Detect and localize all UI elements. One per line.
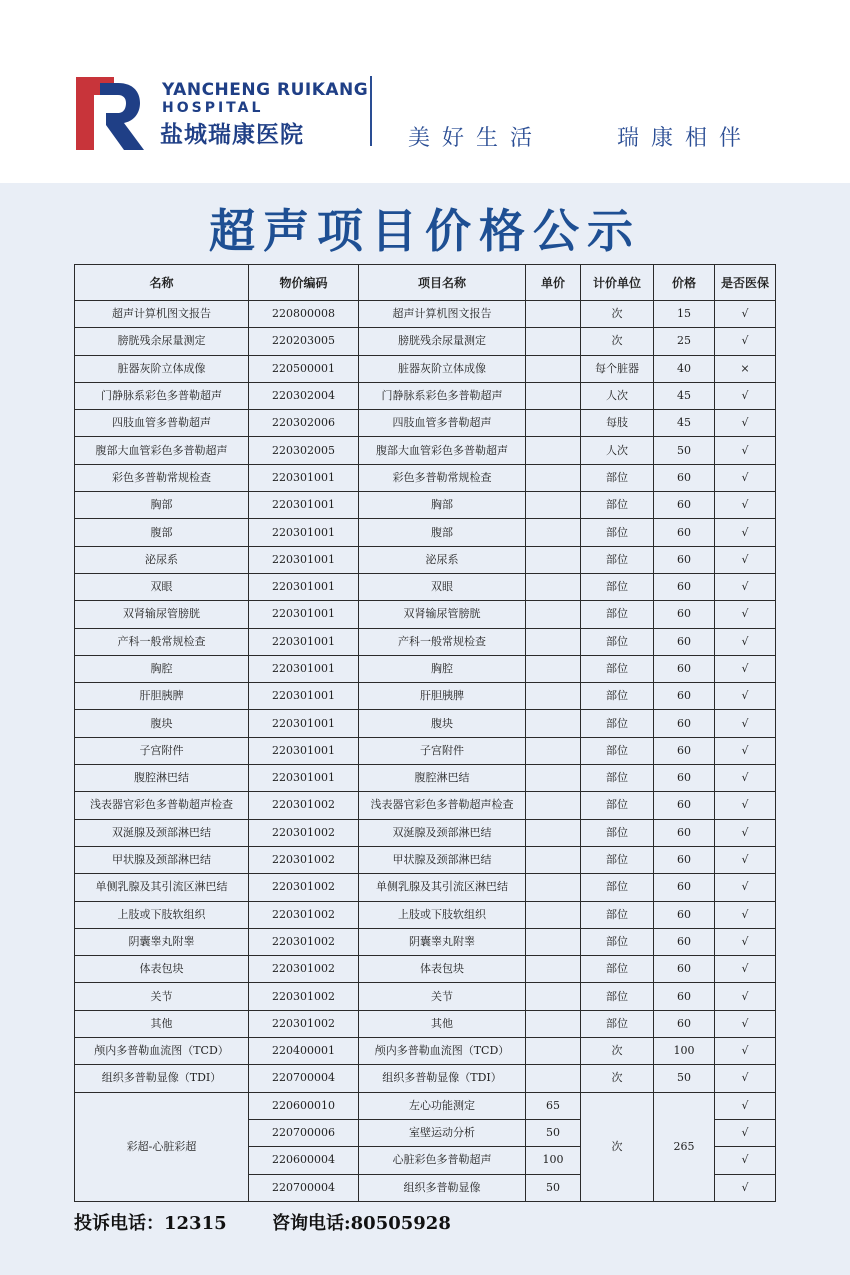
cell-unit-price — [526, 683, 581, 710]
cell-unit-price — [526, 355, 581, 382]
cell-item: 颅内多普勒血流图（TCD） — [359, 1038, 526, 1065]
cell-price: 45 — [654, 410, 715, 437]
cell-name: 关节 — [75, 983, 249, 1010]
cell-insured: √ — [715, 792, 776, 819]
cell-insured: √ — [715, 874, 776, 901]
cell-name: 腹腔淋巴结 — [75, 765, 249, 792]
cell-unit: 部位 — [581, 519, 654, 546]
cell-price: 40 — [654, 355, 715, 382]
cell-unit: 每肢 — [581, 410, 654, 437]
cell-insured: √ — [715, 492, 776, 519]
table-row — [75, 737, 776, 764]
cell-unit: 次 — [581, 328, 654, 355]
cell-unit-price: 50 — [526, 1174, 581, 1201]
cell-unit-price — [526, 765, 581, 792]
cell-name: 双涎腺及颈部淋巴结 — [75, 819, 249, 846]
cell-name: 门静脉系彩色多普勒超声 — [75, 382, 249, 409]
table-row — [75, 1038, 776, 1065]
cell-code: 220203005 — [249, 328, 359, 355]
cell-price: 60 — [654, 874, 715, 901]
cell-code: 220500001 — [249, 355, 359, 382]
cell-unit-price — [526, 737, 581, 764]
cell-code: 220302006 — [249, 410, 359, 437]
cell-insured: √ — [715, 1038, 776, 1065]
cell-insured: √ — [715, 655, 776, 682]
cell-code: 220301001 — [249, 765, 359, 792]
cell-item: 腹部 — [359, 519, 526, 546]
cell-item: 胸部 — [359, 492, 526, 519]
cell-unit: 部位 — [581, 901, 654, 928]
cell-unit: 部位 — [581, 819, 654, 846]
header-item: 项目名称 — [359, 265, 526, 301]
cell-insured: √ — [715, 737, 776, 764]
cell-unit: 部位 — [581, 737, 654, 764]
cell-price: 60 — [654, 901, 715, 928]
cell-unit: 部位 — [581, 956, 654, 983]
cell-insured: √ — [715, 983, 776, 1010]
cell-unit: 部位 — [581, 874, 654, 901]
cell-code: 220301001 — [249, 573, 359, 600]
cell-insured: √ — [715, 546, 776, 573]
cell-code: 220301001 — [249, 628, 359, 655]
cell-insured: √ — [715, 628, 776, 655]
cell-code: 220301002 — [249, 956, 359, 983]
cell-code: 220301002 — [249, 901, 359, 928]
cell-unit-price — [526, 1065, 581, 1092]
cell-price: 60 — [654, 928, 715, 955]
cell-code: 220700004 — [249, 1174, 359, 1201]
cell-unit: 每个脏器 — [581, 355, 654, 382]
cell-name: 超声计算机图文报告 — [75, 301, 249, 328]
cell-unit-price — [526, 328, 581, 355]
cell-name: 腹部大血管彩色多普勒超声 — [75, 437, 249, 464]
cell-item: 双眼 — [359, 573, 526, 600]
cell-price: 25 — [654, 328, 715, 355]
table-row — [75, 710, 776, 737]
cell-item: 其他 — [359, 1010, 526, 1037]
cell-item: 超声计算机图文报告 — [359, 301, 526, 328]
cell-code: 220301001 — [249, 710, 359, 737]
cell-name: 胸腔 — [75, 655, 249, 682]
cell-code: 220301001 — [249, 546, 359, 573]
cell-price: 60 — [654, 846, 715, 873]
table-header-row — [75, 265, 776, 301]
cell-code: 220301001 — [249, 683, 359, 710]
cell-item: 左心功能测定 — [359, 1092, 526, 1119]
cell-insured: √ — [715, 765, 776, 792]
cell-name: 产科一般常规检查 — [75, 628, 249, 655]
cell-price: 60 — [654, 464, 715, 491]
table-row — [75, 573, 776, 600]
table-row — [75, 819, 776, 846]
cell-unit-price: 65 — [526, 1092, 581, 1119]
table-row — [75, 901, 776, 928]
cell-insured: √ — [715, 683, 776, 710]
cell-name: 浅表器官彩色多普勒超声检查 — [75, 792, 249, 819]
cell-unit-price — [526, 573, 581, 600]
cell-code: 220700004 — [249, 1065, 359, 1092]
header-insured: 是否医保 — [715, 265, 776, 301]
cell-insured: √ — [715, 1010, 776, 1037]
cell-unit: 部位 — [581, 765, 654, 792]
cell-item: 关节 — [359, 983, 526, 1010]
table-row — [75, 301, 776, 328]
cell-name: 脏器灰阶立体成像 — [75, 355, 249, 382]
cell-price: 60 — [654, 792, 715, 819]
cell-group-name: 彩超-心脏彩超 — [75, 1092, 249, 1201]
cell-unit: 部位 — [581, 710, 654, 737]
cell-code: 220301001 — [249, 464, 359, 491]
cell-unit: 次 — [581, 1065, 654, 1092]
cell-code: 220600004 — [249, 1147, 359, 1174]
cell-code: 220301002 — [249, 819, 359, 846]
cell-item: 组织多普勒显像 — [359, 1174, 526, 1201]
cell-price: 60 — [654, 492, 715, 519]
table-row — [75, 519, 776, 546]
consult-phone: 咨询电话:80505928 — [272, 1213, 451, 1234]
table-row — [75, 1065, 776, 1092]
cell-unit-price — [526, 983, 581, 1010]
cell-insured: √ — [715, 710, 776, 737]
cell-insured: √ — [715, 519, 776, 546]
complaint-phone: 投诉电话：12315 — [74, 1213, 227, 1234]
brand-name-en-line1: YANCHENG RUIKANG — [162, 80, 369, 100]
header-price: 价格 — [654, 265, 715, 301]
cell-code: 220301001 — [249, 655, 359, 682]
cell-insured: √ — [715, 928, 776, 955]
cell-item: 脏器灰阶立体成像 — [359, 355, 526, 382]
cell-unit-price — [526, 819, 581, 846]
cell-code: 220600010 — [249, 1092, 359, 1119]
cell-name: 彩色多普勒常规检查 — [75, 464, 249, 491]
cell-name: 体表包块 — [75, 956, 249, 983]
cell-item: 心脏彩色多普勒超声 — [359, 1147, 526, 1174]
cell-name: 其他 — [75, 1010, 249, 1037]
cell-code: 220301002 — [249, 846, 359, 873]
table-row — [75, 628, 776, 655]
cell-unit: 部位 — [581, 655, 654, 682]
cell-insured: √ — [715, 956, 776, 983]
cell-price: 60 — [654, 573, 715, 600]
table-row — [75, 328, 776, 355]
cell-unit-price — [526, 301, 581, 328]
cell-name: 单侧乳腺及其引流区淋巴结 — [75, 874, 249, 901]
cell-unit-price — [526, 901, 581, 928]
cell-unit-price — [526, 464, 581, 491]
cell-code: 220301001 — [249, 519, 359, 546]
cell-group-unit: 次 — [581, 1092, 654, 1201]
cell-insured: √ — [715, 901, 776, 928]
cell-name: 颅内多普勒血流图（TCD） — [75, 1038, 249, 1065]
cell-unit: 次 — [581, 1038, 654, 1065]
table-row — [75, 1092, 776, 1119]
cell-unit: 次 — [581, 301, 654, 328]
cell-name: 甲状腺及颈部淋巴结 — [75, 846, 249, 873]
cell-unit-price — [526, 519, 581, 546]
cell-insured: × — [715, 355, 776, 382]
cell-name: 膀胱残余尿量测定 — [75, 328, 249, 355]
table-row — [75, 492, 776, 519]
cell-item: 甲状腺及颈部淋巴结 — [359, 846, 526, 873]
cell-insured: √ — [715, 1119, 776, 1146]
cell-price: 60 — [654, 655, 715, 682]
cell-unit: 部位 — [581, 683, 654, 710]
cell-unit-price — [526, 792, 581, 819]
cell-insured: √ — [715, 410, 776, 437]
cell-item: 室壁运动分析 — [359, 1119, 526, 1146]
cell-name: 腹块 — [75, 710, 249, 737]
table-body — [75, 301, 776, 1202]
cell-code: 220301002 — [249, 1010, 359, 1037]
cell-unit-price: 100 — [526, 1147, 581, 1174]
cell-insured: √ — [715, 1092, 776, 1119]
cell-unit: 部位 — [581, 601, 654, 628]
cell-item: 阴囊睾丸附睾 — [359, 928, 526, 955]
cell-insured: √ — [715, 1065, 776, 1092]
cell-unit: 部位 — [581, 492, 654, 519]
table-row — [75, 410, 776, 437]
cell-unit-price — [526, 437, 581, 464]
cell-code: 220700006 — [249, 1119, 359, 1146]
table-row — [75, 928, 776, 955]
cell-name: 胸部 — [75, 492, 249, 519]
cell-unit-price — [526, 846, 581, 873]
price-table — [74, 264, 776, 1202]
cell-item: 腹部大血管彩色多普勒超声 — [359, 437, 526, 464]
cell-unit-price — [526, 928, 581, 955]
cell-code: 220301001 — [249, 601, 359, 628]
cell-insured: √ — [715, 846, 776, 873]
cell-code: 220301002 — [249, 792, 359, 819]
cell-unit: 部位 — [581, 846, 654, 873]
header-unit-price: 单价 — [526, 265, 581, 301]
cell-unit: 人次 — [581, 382, 654, 409]
cell-item: 肝胆胰脾 — [359, 683, 526, 710]
cell-item: 上肢或下肢软组织 — [359, 901, 526, 928]
slogan-part1: 美好生活 — [408, 126, 545, 151]
cell-name: 腹部 — [75, 519, 249, 546]
cell-insured: √ — [715, 1174, 776, 1201]
cell-item: 浅表器官彩色多普勒超声检查 — [359, 792, 526, 819]
table-row — [75, 792, 776, 819]
cell-insured: √ — [715, 301, 776, 328]
cell-price: 60 — [654, 710, 715, 737]
cell-code: 220301001 — [249, 492, 359, 519]
table-row — [75, 437, 776, 464]
cell-price: 50 — [654, 437, 715, 464]
slogan-part2: 瑞康相伴 — [617, 126, 754, 151]
page-title: 超声项目价格公示 — [209, 204, 641, 258]
cell-unit-price — [526, 492, 581, 519]
cell-unit: 部位 — [581, 928, 654, 955]
cell-unit-price — [526, 874, 581, 901]
cell-item: 门静脉系彩色多普勒超声 — [359, 382, 526, 409]
cell-unit-price — [526, 628, 581, 655]
cell-unit: 部位 — [581, 546, 654, 573]
table-row — [75, 956, 776, 983]
cell-unit: 人次 — [581, 437, 654, 464]
cell-name: 双肾输尿管膀胱 — [75, 601, 249, 628]
cell-item: 组织多普勒显像（TDI） — [359, 1065, 526, 1092]
table-row — [75, 655, 776, 682]
cell-price: 60 — [654, 956, 715, 983]
cell-price: 60 — [654, 1010, 715, 1037]
cell-item: 膀胱残余尿量测定 — [359, 328, 526, 355]
cell-code: 220800008 — [249, 301, 359, 328]
table-row — [75, 1010, 776, 1037]
cell-code: 220302004 — [249, 382, 359, 409]
cell-item: 双肾输尿管膀胱 — [359, 601, 526, 628]
cell-item: 双涎腺及颈部淋巴结 — [359, 819, 526, 846]
cell-code: 220400001 — [249, 1038, 359, 1065]
cell-unit: 部位 — [581, 1010, 654, 1037]
cell-price: 60 — [654, 601, 715, 628]
cell-item: 胸腔 — [359, 655, 526, 682]
cell-price: 100 — [654, 1038, 715, 1065]
table-row — [75, 355, 776, 382]
table-row — [75, 846, 776, 873]
cell-unit-price — [526, 601, 581, 628]
cell-code: 220301002 — [249, 928, 359, 955]
cell-name: 阴囊睾丸附睾 — [75, 928, 249, 955]
cell-unit: 部位 — [581, 983, 654, 1010]
cell-insured: √ — [715, 437, 776, 464]
cell-unit: 部位 — [581, 792, 654, 819]
cell-name: 子宫附件 — [75, 737, 249, 764]
table-row — [75, 382, 776, 409]
cell-unit-price — [526, 655, 581, 682]
cell-insured: √ — [715, 573, 776, 600]
cell-unit-price — [526, 956, 581, 983]
table-row — [75, 983, 776, 1010]
cell-price: 60 — [654, 519, 715, 546]
table-row — [75, 683, 776, 710]
cell-price: 60 — [654, 737, 715, 764]
cell-insured: √ — [715, 601, 776, 628]
cell-unit-price: 50 — [526, 1119, 581, 1146]
cell-price: 60 — [654, 765, 715, 792]
cell-name: 双眼 — [75, 573, 249, 600]
cell-unit: 部位 — [581, 628, 654, 655]
cell-price: 45 — [654, 382, 715, 409]
cell-item: 腹腔淋巴结 — [359, 765, 526, 792]
header-code: 物价编码 — [249, 265, 359, 301]
cell-price: 60 — [654, 819, 715, 846]
header-unit: 计价单位 — [581, 265, 654, 301]
cell-item: 四肢血管多普勒超声 — [359, 410, 526, 437]
table-row — [75, 464, 776, 491]
cell-price: 60 — [654, 628, 715, 655]
cell-unit-price — [526, 410, 581, 437]
cell-item: 彩色多普勒常规检查 — [359, 464, 526, 491]
header-divider — [370, 76, 372, 146]
cell-insured: √ — [715, 1147, 776, 1174]
cell-unit-price — [526, 1038, 581, 1065]
cell-code: 220301001 — [249, 737, 359, 764]
brand-name-cn: 盐城瑞康医院 — [160, 122, 304, 148]
cell-name: 肝胆胰脾 — [75, 683, 249, 710]
cell-insured: √ — [715, 819, 776, 846]
cell-code: 220301002 — [249, 874, 359, 901]
cell-item: 泌尿系 — [359, 546, 526, 573]
cell-unit-price — [526, 1010, 581, 1037]
cell-name: 上肢或下肢软组织 — [75, 901, 249, 928]
cell-insured: √ — [715, 464, 776, 491]
cell-item: 产科一般常规检查 — [359, 628, 526, 655]
cell-item: 单侧乳腺及其引流区淋巴结 — [359, 874, 526, 901]
cell-code: 220302005 — [249, 437, 359, 464]
cell-item: 子宫附件 — [359, 737, 526, 764]
cell-item: 腹块 — [359, 710, 526, 737]
cell-insured: √ — [715, 382, 776, 409]
cell-unit-price — [526, 546, 581, 573]
table-row — [75, 765, 776, 792]
cell-item: 体表包块 — [359, 956, 526, 983]
header — [0, 0, 850, 183]
header-name: 名称 — [75, 265, 249, 301]
table-row — [75, 874, 776, 901]
table-row — [75, 546, 776, 573]
hospital-logo-icon — [76, 75, 146, 150]
cell-group-price: 265 — [654, 1092, 715, 1201]
cell-price: 15 — [654, 301, 715, 328]
brand-name-en-line2: HOSPITAL — [162, 100, 264, 116]
cell-name: 四肢血管多普勒超声 — [75, 410, 249, 437]
cell-unit-price — [526, 382, 581, 409]
cell-price: 60 — [654, 683, 715, 710]
cell-price: 60 — [654, 546, 715, 573]
cell-price: 50 — [654, 1065, 715, 1092]
table-row — [75, 601, 776, 628]
cell-name: 组织多普勒显像（TDI） — [75, 1065, 249, 1092]
cell-unit: 部位 — [581, 464, 654, 491]
cell-name: 泌尿系 — [75, 546, 249, 573]
cell-insured: √ — [715, 328, 776, 355]
cell-code: 220301002 — [249, 983, 359, 1010]
cell-unit: 部位 — [581, 573, 654, 600]
cell-price: 60 — [654, 983, 715, 1010]
cell-unit-price — [526, 710, 581, 737]
